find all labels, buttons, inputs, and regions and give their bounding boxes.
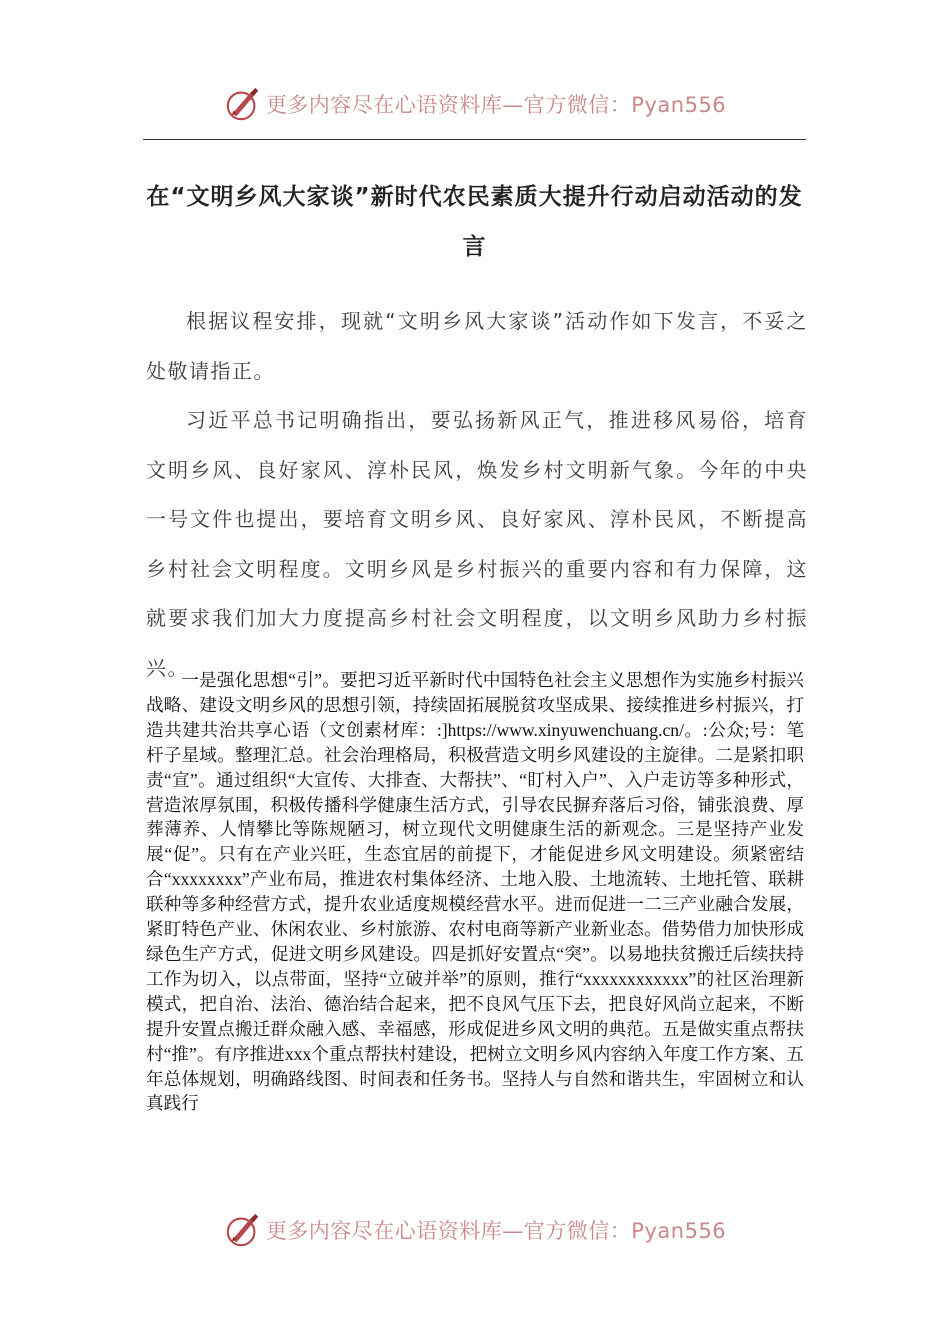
paragraph-context: 习近平总书记明确指出，要弘扬新风正气，推进移风易俗，培育文明乡风、良好家风、淳朴民风，焕发乡村文明新气象。今年的中央一号文件也提出，要培育文明乡风、良好家风、淳朴民风，不断提高乡村社会文明程度。文明乡风是乡村振兴的重要内容和有力保障，这就要求我们加大力度提高乡村社会文明程度，以文明乡风助力乡村振兴。	[146, 408, 808, 680]
header-watermark-text: 更多内容尽在心语资料库—官方微信：Pyan556	[265, 93, 727, 117]
footer-watermark-text: 更多内容尽在心语资料库—官方微信：Pyan556	[265, 1219, 727, 1243]
paragraph-measures: 一是强化思想“引”。要把习近平新时代中国特色社会主义思想作为实施乡村振兴战略、建设文明乡风的思想引领，持续固拓展脱贫攻坚成果、接续推进乡村振兴，打造共建共治共享心语（文创素材库：:]https://www.xinyuwenchuang.cn/。:公众;号：笔杆子星域。整理汇总。社会治理格局，积极营造文明乡风建设的主旋律。二是紧扣职责“宣”。通过组织“大宣传、大排查、大帮扶”、“盯村入户”、入户走访等多种形式，营造浓厚氛围，积极传播科学健康生活方式，引导农民摒弃落后习俗，铺张浪费、厚葬薄养、人情攀比等陈规陋习，树立现代文明健康生活的新观念。三是坚持产业发展“促”。只有在产业兴旺，生态宜居的前提下，才能促进乡风文明建设。须紧密结合“xxxxxxxx”产业布局，推进农村集体经济、土地入股、土地流转、土地托管、联耕联种等多种经营方式，提升农业适度规模经营水平。进而促进一二三产业融合发展，紧盯特色产业、休闲农业、乡村旅游、农村电商等新产业新业态。借势借力加快形成绿色生产方式，促进文明乡风建设。四是抓好安置点“突”。以易地扶贫搬迁后续扶持工作为切入，以点带面，坚持“立破并举”的原则，推行“xxxxxxxxxxxx”的社区治理新模式，把自治、法治、德治结合起来，把不良风气压下去，把良好风尚立起来，不断提升安置点搬迁群众融入感、幸福感，形成促进乡风文明的典范。五是做实重点帮扶村“推”。有序推进xxx个重点帮扶村建设，把树立文明乡风内容纳入年度工作方案、五年总体规划，明确路线图、时间表和任务书。坚持人与自然和谐共生，牢固树立和认真践行	[146, 670, 804, 1114]
header-divider	[143, 139, 806, 140]
document-title: 在“文明乡风大家谈”新时代农民素质大提升行动启动活动的发言	[146, 184, 803, 260]
footer-watermark-banner	[0, 1208, 950, 1252]
pen-seal-logo-icon	[224, 85, 262, 123]
pen-seal-logo-icon	[224, 1211, 262, 1249]
header-watermark-banner	[0, 82, 950, 126]
paragraph-intro: 根据议程安排，现就“文明乡风大家谈”活动作如下发言，不妥之处敬请指正。	[146, 309, 808, 383]
